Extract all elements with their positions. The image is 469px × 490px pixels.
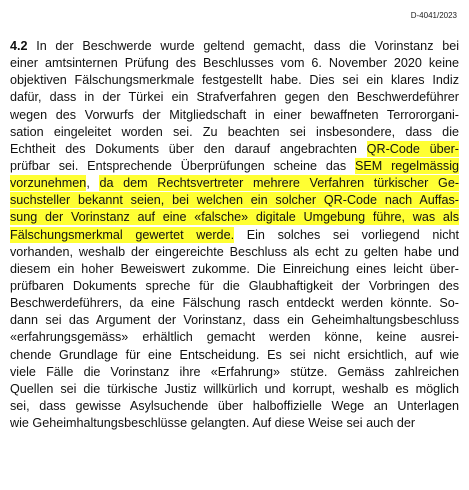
text-line xyxy=(10,398,459,415)
text-segment: vorhanden, weshalb der eingereichte Beschluss als echt zu gelten habe und xyxy=(10,244,459,259)
text-line xyxy=(10,295,459,312)
text-segment: sei, dass gewisse Asylsuchende über halboffizielle Wege an Unterlagen xyxy=(10,398,459,413)
text-segment: viele Fälle die Vorinstanz ihre «Erfahrung» stütze. Gemäss zahlreichen xyxy=(10,364,459,379)
text-segment: dann sei das Argument der Vorinstanz, dass ein Geheimhaltungsbeschluss xyxy=(10,313,459,328)
text-line xyxy=(10,364,459,381)
text-segment: prüfbaren Dokuments spreche für die Glaubhaftigkeit der Vorbringen des xyxy=(10,278,459,293)
text-line xyxy=(10,347,459,364)
paragraph-4-2 xyxy=(10,38,459,432)
text-segment: diesem ein hoher Beweiswert zukomme. Die Einreichung eines leicht über- xyxy=(10,261,459,276)
text-line xyxy=(10,72,459,89)
text-line xyxy=(10,329,459,346)
highlighted-text: SEM regelmässig xyxy=(354,158,459,173)
text-line xyxy=(10,55,459,72)
text-segment: Ein solches sei vorliegend nicht xyxy=(234,227,459,242)
text-segment: Echtheit des Dokuments über den darauf angebrachten xyxy=(10,141,367,156)
section-number: 4.2 xyxy=(10,39,28,53)
text-line xyxy=(10,227,459,244)
text-line xyxy=(10,158,459,175)
text-segment: objektiven Fälschungsmerkmale festgestellt habe. Dies sei ein klares Indiz xyxy=(10,73,459,88)
text-line xyxy=(10,209,459,226)
text-segment: sation eingeleitet worden sei. Zu beachten sei insbesondere, dass die xyxy=(10,124,459,139)
text-line xyxy=(10,107,459,124)
text-line xyxy=(10,175,459,192)
text-segment: chende Grundlage für eine Entscheidung. Es sei nicht ersichtlich, auf wie xyxy=(10,347,459,362)
text-line xyxy=(10,261,459,278)
text-line xyxy=(10,38,459,55)
text-segment: Quellen sei die türkische Justiz willkürlich und korrupt, weshalb es möglich xyxy=(10,381,459,396)
text-line xyxy=(10,415,459,432)
text-segment: In der Beschwerde wurde geltend gemacht, dass die Vorinstanz bei xyxy=(27,39,459,53)
text-segment: wie Geheimhaltungsbeschlüsse gelangten. Auf diese Weise sei auch der xyxy=(10,416,416,431)
highlighted-text: vorzunehmen xyxy=(10,176,87,191)
highlighted-text: suchsteller bekannt seien, bei welchen ein solcher QR-Code nach Auffas- xyxy=(10,193,459,208)
text-segment: Beschwerdeführers, da eine Fälschung rasch entdeckt werden könnte. So- xyxy=(10,296,459,311)
highlighted-text: sung der Vorinstanz auf eine «falsche» digitale Umgebung führe, was als xyxy=(10,210,459,225)
text-segment: prüfbar sei. Entsprechende Überprüfungen scheine das xyxy=(10,158,355,173)
text-segment: dafür, dass in der Türkei ein Strafverfahren gegen den Beschwerdeführer xyxy=(10,90,459,105)
text-segment: einer amtsinternen Prüfung des Beschlusses vom 6. November 2020 keine xyxy=(10,56,459,71)
highlighted-text: QR-Code über- xyxy=(366,141,459,156)
text-segment: , xyxy=(86,176,100,191)
text-segment: wegen des Vorwurfs der Mitgliedschaft in einer bewaffneten Terrororgani- xyxy=(10,107,459,122)
text-line xyxy=(10,278,459,295)
text-line xyxy=(10,89,459,106)
document-reference: D-4041/2023 xyxy=(410,11,457,20)
text-line xyxy=(10,244,459,261)
text-line xyxy=(10,141,459,158)
text-line xyxy=(10,381,459,398)
text-line xyxy=(10,312,459,329)
highlighted-text: Fälschungsmerkmal gewertet werde. xyxy=(10,227,235,242)
text-line xyxy=(10,124,459,141)
highlighted-text: da dem Rechtsvertreter mehrere Verfahren türkischer Ge- xyxy=(99,176,459,191)
text-segment: «erfahrungsgemäss» erhältlich gemacht werden könne, keine ausrei- xyxy=(10,330,459,345)
text-line xyxy=(10,192,459,209)
